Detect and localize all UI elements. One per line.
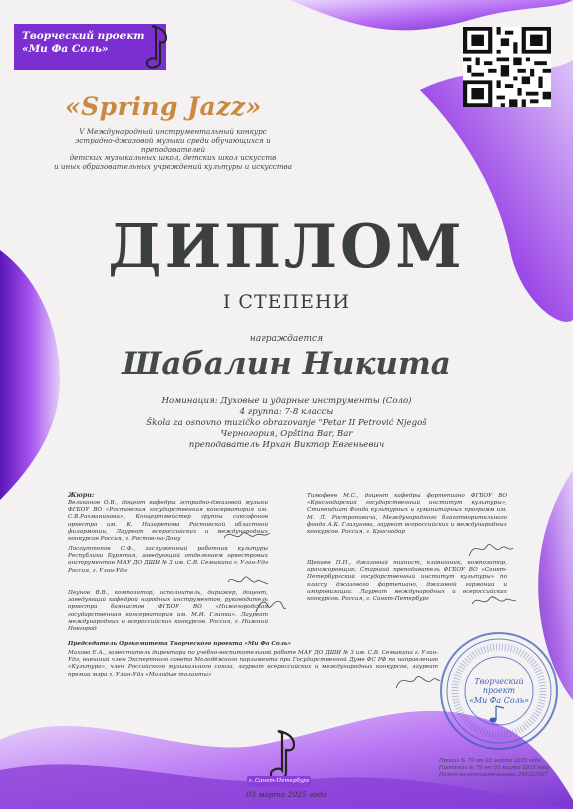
jury-member: Лосоуттопов С.Ф., заслуженный работник культуры Республики Бурятия, заведующий отделением оркестровых инструментов МАУ ДО ДШИ № 3 им. С.В. Семыкина г. Улан-Удэ Россия, г. Улан-Удэ (68, 546, 268, 574)
nomination: Номинация: Духовые и ударные инструменты (Соло) (161, 396, 412, 406)
jury-member: Щекиев П.Н., джазовый пианист, клавишник, композитор, аранжировщик. Старший преподаватель ФГБОУ ВО «Санкт-Петербургский государственный институт культуры» по классу джазового фортепиано, джазовой гармонии и импровизации. Лауреат международных и всероссийских конкурсов. Россия, г. Санкт-Петербург (307, 560, 507, 603)
contest-description-line: эстрадно-джазовой музыки среди обучающихся и преподавателей (75, 135, 271, 154)
signature (465, 538, 515, 560)
order-line: Номер налогоплательщика 295321507 (439, 772, 548, 778)
signature (226, 572, 270, 590)
chair-text: Махова Е.А., заместитель директора по учебно-воспитательной работе МАУ ДО ДШИ № 3 им. С.В. Семыкина г. Улан-Удэ, внешний член Экспертного совета Молодёжного парламента при Государственной Думе ФС РФ по направлению «Культура», член Российского музыкального союза, лауреат всероссийских и международных конкурсов, лауреат премии мэра г. Улан-Удэ «Молодые таланты» (68, 650, 438, 678)
recipient-name: Шабалин Никита (122, 346, 451, 382)
contest-description-line: и иных образовательных учреждений культуры и искусства (53, 162, 293, 172)
order-info (439, 758, 549, 779)
group: 4 группа: 7-8 классы (239, 407, 334, 417)
project-label-line1: Творческий проект (22, 30, 145, 42)
project-label-line2: «Ми Фа Соль» (22, 43, 109, 55)
signature (470, 590, 518, 610)
signature (252, 596, 288, 616)
order-line: Приказ № 79 от 03 марта 2025 года (439, 758, 541, 764)
awarded-label: награждается (249, 334, 324, 344)
signature (222, 526, 272, 544)
music-note-icon (142, 22, 174, 72)
stamp-line2: проект (482, 686, 516, 695)
school: Škola za osnovno muzičko obrazovanje "Petar II Petrović Njegoš (146, 418, 427, 428)
contest-title: «Spring Jazz» (65, 92, 262, 121)
stamp-line1: Творческий (474, 677, 524, 686)
jury-member: Великанов О.В., доцент кафедры эстрадно-джазовой музыки ФГБОУ ВО «Ростовская государственная консерватория им. С.В.Рахманинова», Концертмейстер группы саксофонов оркестра им. К. Назаретова Ростовской областной филармонии, Лауреат всероссийских и международных конкурсов Россия, г. Ростов-на-Дону (68, 500, 268, 543)
jury-title: Жюри: (68, 491, 95, 499)
diploma-title: ДИПЛОМ (108, 212, 465, 282)
jury-member: Пеунов В.В., композитор, исполнитель, дирижер, доцент, заведующий кафедрой народных инструментов, руководитель оркестра баянистов ФГБОУ ВО «Нижегородская государственная консерватория им. М.И. Глинки». Лауреат международных и всероссийских конкурсов. Россия, г. Нижний Новгород (68, 590, 268, 633)
order-line: Протокол № 79 от 03 марта 2025 года (439, 765, 550, 771)
contest-description-line: детских музыкальных школ, детских школ искусств (69, 153, 277, 163)
jury-member: Тимофеев М.С., доцент кафедры фортепиано ФГБОУ ВО «Краснодарский государственный институт культуры», Стипендиат Фонда культурных и гуманитарных программ им. М. Л. Ростроповича, Международного благотворительного фонда А.К. Глазунова, лауреат всероссийских и международных конкурсов. Россия, г. Краснодар (307, 493, 507, 536)
location: Черногория, Opština Bar, Bar (220, 429, 353, 439)
diploma-degree: I СТЕПЕНИ (222, 291, 351, 313)
issue-date: 03 марта 2025 года (246, 790, 327, 799)
stamp-line3: «Ми Фа Соль» (468, 696, 530, 705)
organization-stamp (438, 630, 560, 752)
city-badge: г. Санкт-Петербург (247, 776, 311, 787)
chair-title: Председатель Оргкомитета Творческого проекта «Ми Фа Соль» (68, 641, 292, 647)
signature (392, 668, 442, 692)
contest-description (44, 128, 302, 172)
teacher: преподаватель Ирхан Виктор Евгеньевич (188, 440, 385, 450)
qr-code (463, 27, 551, 107)
contest-description-line: V Международный инструментальный конкурс (79, 127, 267, 136)
